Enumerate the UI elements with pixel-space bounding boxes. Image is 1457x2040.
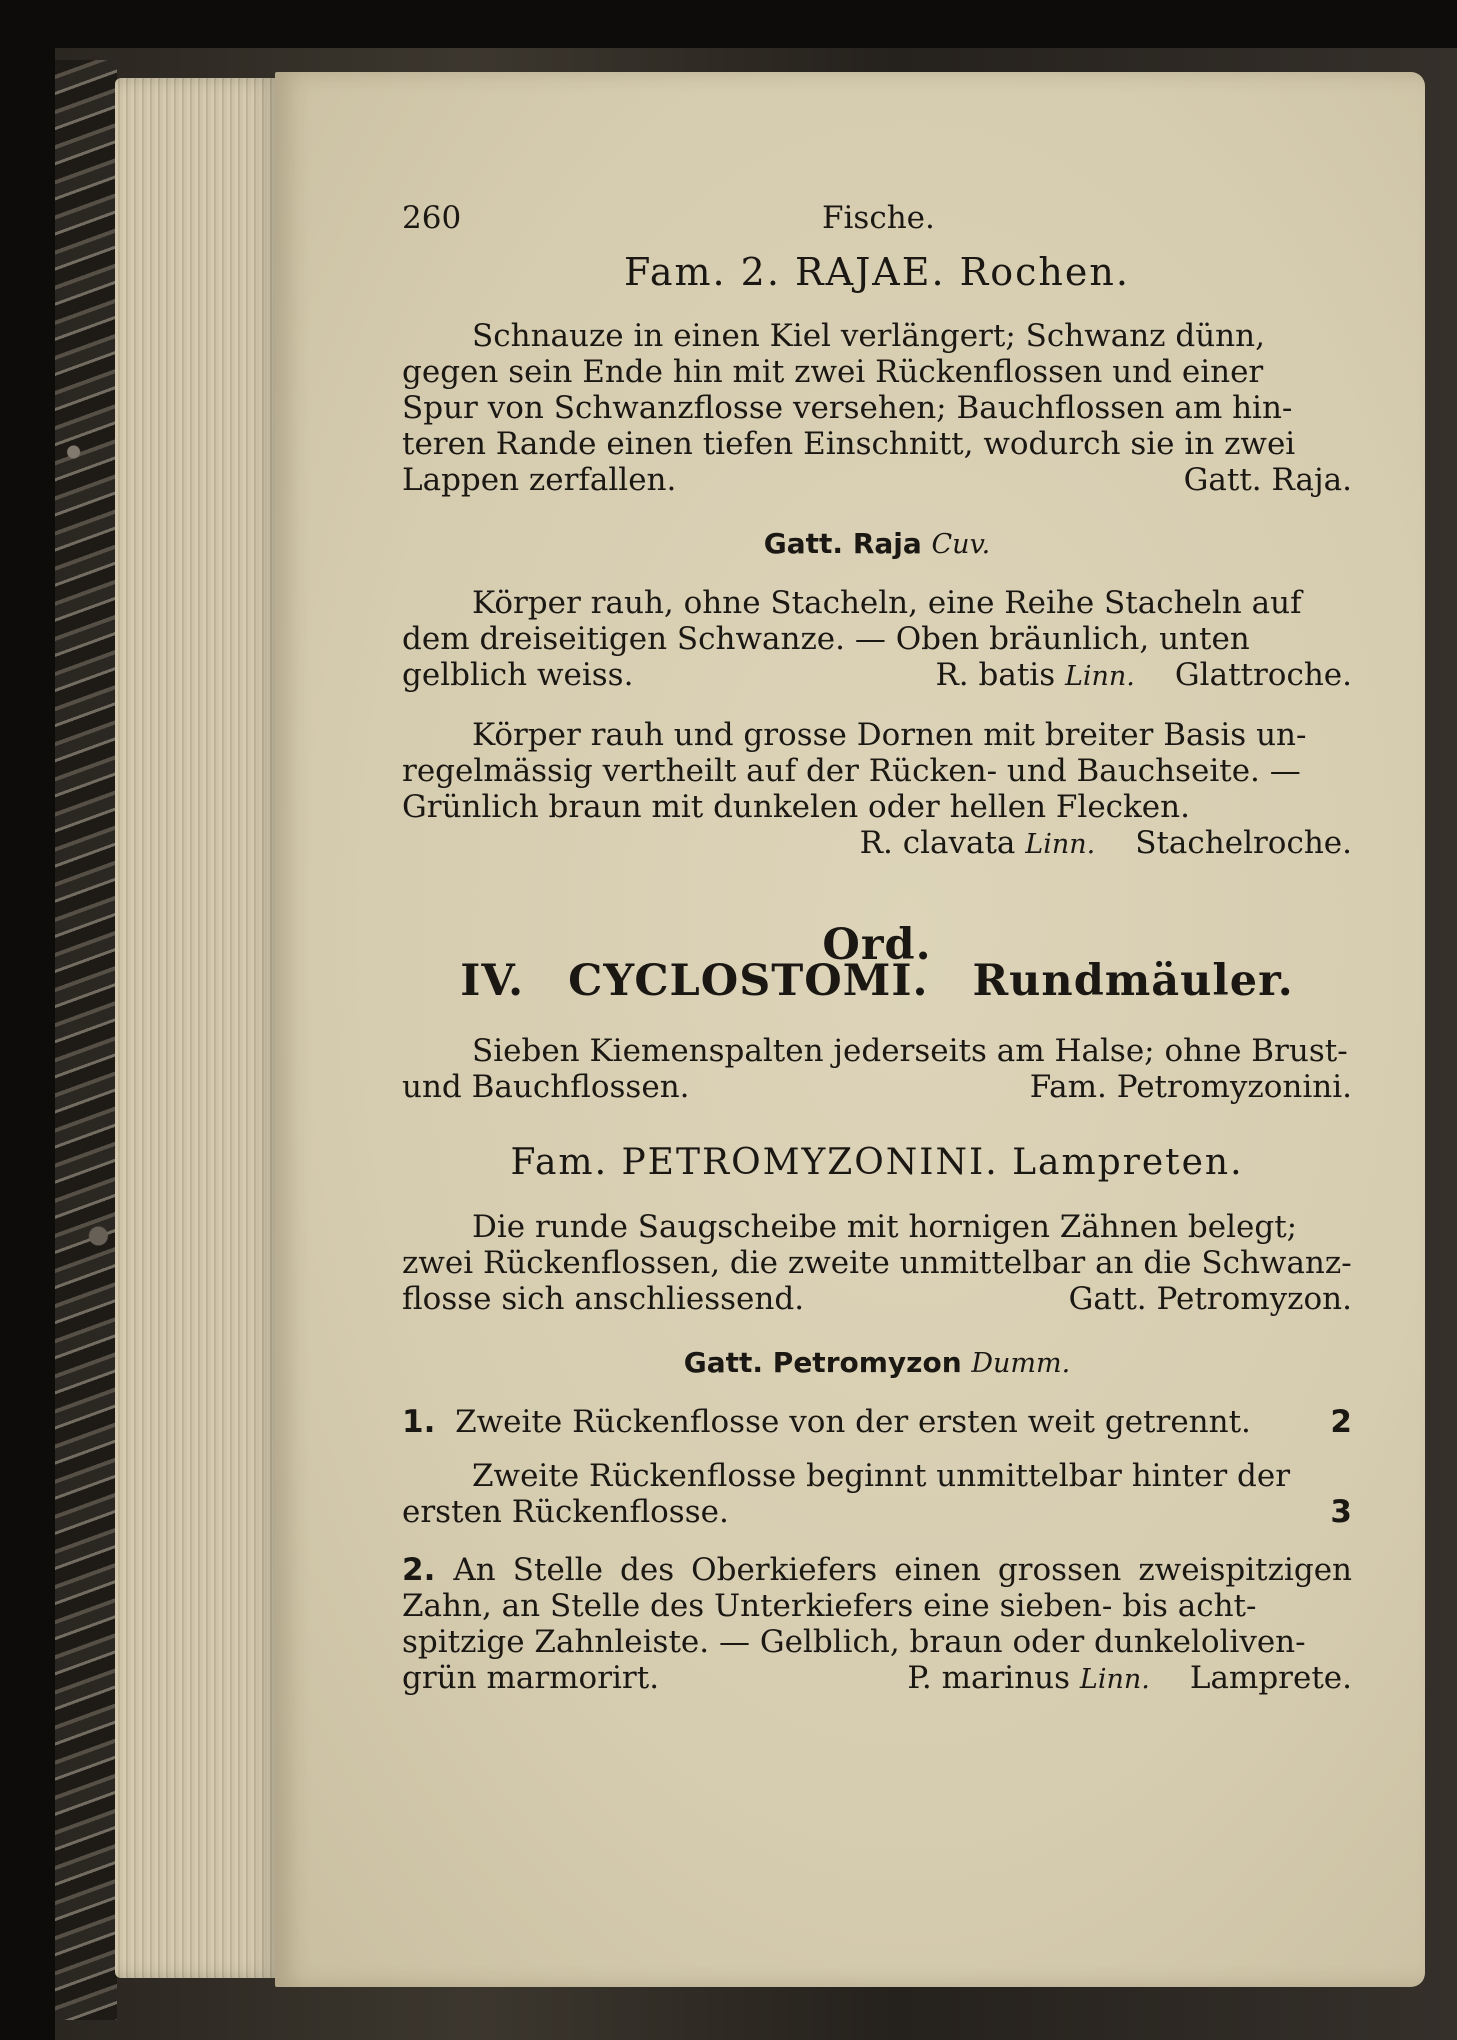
text-line: gegen sein Ende hin mit zwei Rückenflossen und einer <box>402 354 1264 390</box>
petromyzonini-description <box>402 1209 1352 1317</box>
genus-ref: Gatt. Petromyzon. <box>1068 1281 1352 1317</box>
text-line <box>402 462 1352 498</box>
genus-name: Gatt. Petromyzon <box>683 1346 962 1379</box>
text-line: Die runde Saugscheibe mit hornigen Zähnen belegt; <box>472 1209 1298 1245</box>
species-author: Linn. <box>1079 1664 1150 1695</box>
genus-ref: Gatt. Raja. <box>1183 462 1352 498</box>
text-line: Körper rauh und grosse Dornen mit breiter Basis un- <box>472 717 1307 753</box>
text-line: Grünlich braun mit dunkelen oder hellen Flecken. <box>402 789 1190 825</box>
family-heading-rajae: Fam. 2. RAJAE. Rochen. <box>624 250 1130 294</box>
text-line <box>402 825 1352 863</box>
species-name: P. marinus <box>907 1660 1071 1696</box>
key-entry-2 <box>402 1552 1352 1698</box>
key-number: 2. <box>402 1552 436 1588</box>
species-batis <box>402 585 1352 695</box>
common-name: Lamprete. <box>1189 1660 1352 1696</box>
running-header <box>402 200 1352 240</box>
text-line <box>402 1069 1352 1105</box>
order-name: CYCLOSTOMI. <box>568 956 929 1006</box>
text-line: Schnauze in einen Kiel verlängert; Schwanz dünn, <box>472 318 1265 354</box>
rajae-description <box>402 318 1352 498</box>
genus-heading-petromyzon <box>402 1345 1352 1382</box>
species-author: Linn. <box>1025 829 1096 860</box>
species-name: R. batis <box>935 657 1056 693</box>
page-number: 260 <box>402 200 462 236</box>
genus-name: Gatt. Raja <box>763 527 922 560</box>
marbled-board <box>55 60 117 2020</box>
text-line: Zahn, an Stelle des Unterkiefers eine sieben- bis acht- <box>402 1588 1257 1624</box>
text-line <box>402 1494 1352 1530</box>
text-line: Körper rauh, ohne Stacheln, eine Reihe Stacheln auf <box>472 585 1302 621</box>
text-line: Sieben Kiemenspalten jederseits am Halse; ohne Brust- <box>472 1033 1348 1069</box>
key-entry-1 <box>402 1404 1352 1440</box>
order-common-name: Rundmäuler. <box>972 956 1294 1006</box>
family-heading-petromyzonini: Fam. PETROMYZONINI. Lampreten. <box>510 1142 1244 1183</box>
species-name: R. clavata <box>859 825 1016 861</box>
page-text <box>402 200 1352 1698</box>
line-text: Zweite Rückenflosse von der ersten weit getrennt. <box>455 1404 1251 1440</box>
text-line: zwei Rückenflossen, die zweite unmittelbar an die Schwanz- <box>402 1245 1352 1281</box>
text-line <box>402 657 1352 695</box>
text-line: dem dreiseitigen Schwanze. — Oben bräunlich, unten <box>402 621 1250 657</box>
common-name: Glattroche. <box>1174 657 1352 693</box>
line-text: grün marmorirt. <box>402 1660 660 1696</box>
key-reference: 2 <box>1330 1404 1352 1440</box>
text-line: regelmässig vertheilt auf der Rücken- und Bauchseite. — <box>402 753 1301 789</box>
genus-heading-raja <box>402 526 1352 563</box>
line-text: flosse sich anschliessend. <box>402 1281 805 1317</box>
line-text: gelblich weiss. <box>402 657 634 693</box>
running-title: Fische. <box>822 200 935 236</box>
line-text: ersten Rückenflosse. <box>402 1494 729 1530</box>
text-line <box>402 1404 1352 1440</box>
text-line <box>402 1660 1352 1698</box>
text-line: spitzige Zahnleiste. — Gelblich, braun oder dunkeloliven- <box>402 1624 1306 1660</box>
species-clavata <box>402 717 1352 863</box>
genus-author: Dumm. <box>971 1348 1071 1379</box>
species-author: Linn. <box>1064 661 1135 692</box>
order-description <box>402 1033 1352 1105</box>
text-line: Zweite Rückenflosse beginnt unmittelbar hinter der <box>472 1458 1291 1494</box>
line-text: Lappen zerfallen. <box>402 462 677 498</box>
common-name: Stachelroche. <box>1135 825 1352 861</box>
genus-author: Cuv. <box>931 529 991 560</box>
text-line <box>402 1552 1352 1588</box>
family-ref: Fam. Petromyzonini. <box>1029 1069 1352 1105</box>
order-heading <box>402 920 1352 1006</box>
key-entry-1b <box>402 1458 1352 1530</box>
order-number: Ord. IV. <box>460 920 932 1006</box>
text-line: teren Rande einen tiefen Einschnitt, wodurch sie in zwei <box>402 426 1296 462</box>
key-number: 1. <box>402 1404 436 1440</box>
line-text: und Bauchflossen. <box>402 1069 690 1105</box>
text-line <box>402 1281 1352 1317</box>
line-text: An Stelle des Oberkiefers einen grossen zweispitzigen <box>453 1552 1352 1588</box>
text-line: Spur von Schwanzflosse versehen; Bauchflossen am hin- <box>402 390 1293 426</box>
page-edges <box>115 78 280 1978</box>
key-reference: 3 <box>1330 1494 1352 1530</box>
